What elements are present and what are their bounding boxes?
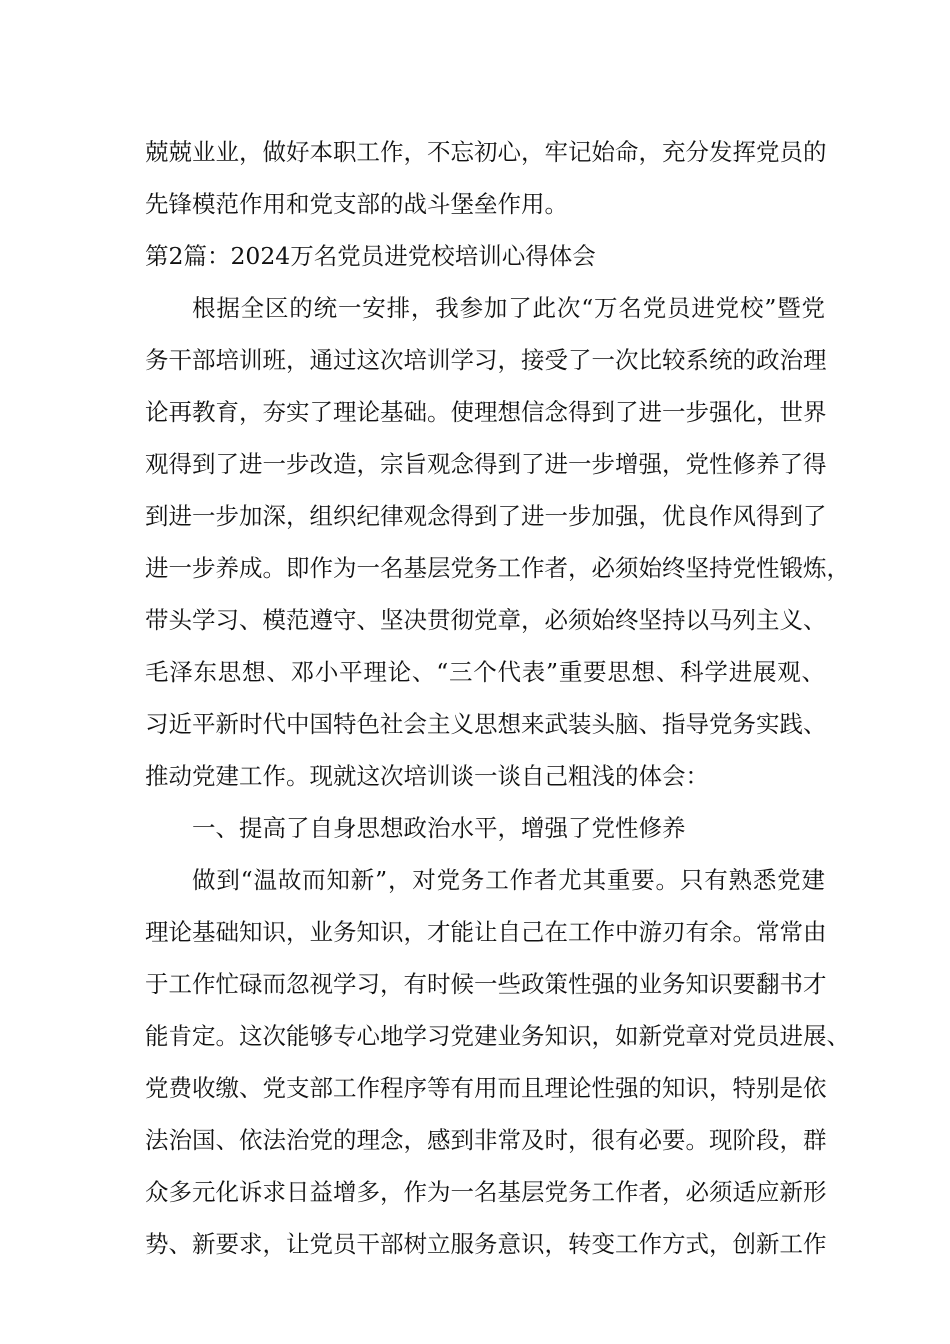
paragraph-line: 理论基础知识，业务知识，才能让自己在工作中游刃有余。常常由 [145,918,827,946]
paragraph-line: 党费收缴、党支部工作程序等有用而且理论性强的知识，特别是依 [145,1074,827,1102]
paragraph-line: 务干部培训班，通过这次培训学习，接受了一次比较系统的政治理 [145,346,827,374]
paragraph-line: 法治国、依法治党的理念，感到非常及时，很有必要。现阶段，群 [145,1126,827,1154]
paragraph-line: 根据全区的统一安排，我参加了此次“万名党员进党校”暨党 [192,294,825,322]
paragraph-line: 兢兢业业，做好本职工作，不忘初心，牢记始命，充分发挥党员的 [145,138,827,166]
subsection-heading: 一、提高了自身思想政治水平，增强了党性修养 [192,814,686,842]
paragraph-line: 带头学习、模范遵守、坚决贯彻党章，必须始终坚持以马列主义、 [145,606,827,634]
section-heading: 第2篇：2024万名党员进党校培训心得体会 [145,242,596,270]
paragraph-line: 能肯定。这次能够专心地学习党建业务知识，如新党章对党员进展、 [145,1022,850,1050]
paragraph-line: 到进一步加深，组织纪律观念得到了进一步加强，优良作风得到了 [145,502,827,530]
paragraph-line: 习近平新时代中国特色社会主义思想来武装头脑、指导党务实践、 [145,710,827,738]
paragraph-line: 推动党建工作。现就这次培训谈一谈自己粗浅的体会： [145,762,709,790]
paragraph-line: 势、新要求，让党员干部树立服务意识，转变工作方式，创新工作 [145,1230,827,1258]
paragraph-line: 论再教育，夯实了理论基础。使理想信念得到了进一步强化，世界 [145,398,827,426]
paragraph-line: 先锋模范作用和党支部的战斗堡垒作用。 [145,190,568,218]
paragraph-line: 做到“温故而知新”，对党务工作者尤其重要。只有熟悉党建 [192,866,825,894]
paragraph-line: 毛泽东思想、邓小平理论、“三个代表”重要思想、科学进展观、 [145,658,825,686]
document-body [145,126,850,1270]
paragraph-line: 进一步养成。即作为一名基层党务工作者，必须始终坚持党性锻炼， [145,554,850,582]
paragraph-line: 众多元化诉求日益增多，作为一名基层党务工作者，必须适应新形 [145,1178,827,1206]
paragraph-line: 观得到了进一步改造，宗旨观念得到了进一步增强，党性修养了得 [145,450,827,478]
paragraph-line: 于工作忙碌而忽视学习，有时候一些政策性强的业务知识要翻书才 [145,970,827,998]
